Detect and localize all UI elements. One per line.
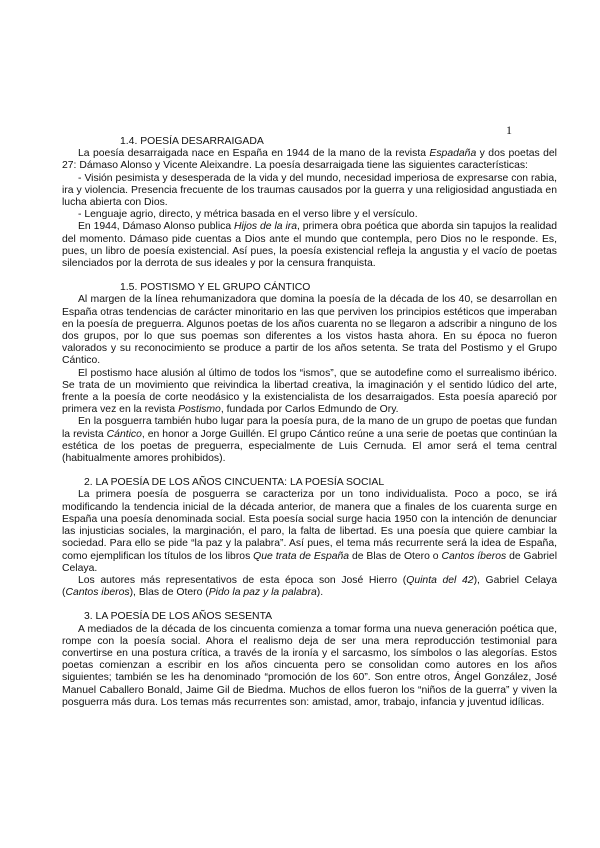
section-heading-postismo: 1.5. POSTISMO Y EL GRUPO CÁNTICO <box>120 282 311 294</box>
list-item <box>62 173 557 210</box>
text-run: - Lenguaje agrio, directo, y métrica basada en el verso libre y el versículo. <box>78 209 418 221</box>
document-body <box>62 136 557 709</box>
italic-title: Cantos íberos <box>441 550 507 562</box>
text-run: Los autores más representativos de esta época son José Hierro ( <box>78 574 407 586</box>
text-run: En la posguerra también hubo lugar para la poesía pura, de la mano de un grupo de poetas que fundan la revista <box>62 416 557 440</box>
section-heading-anos-sesenta: 3. LA POESÍA DE LOS AÑOS SESENTA <box>84 611 273 623</box>
italic-title: Postismo <box>178 404 221 416</box>
italic-title: Espadaña <box>429 148 477 160</box>
paragraph <box>62 575 557 599</box>
text-run: ). <box>316 587 324 599</box>
page-number: 1 <box>506 123 512 137</box>
text-run: de Blas de Otero o <box>349 550 442 562</box>
text-run: de Gabriel Celaya. <box>62 550 558 574</box>
text-run: Al margen de la línea rehumanizadora que domina la poesía de la década de los 40, se desarrollan en España otras tendencias de carácter minoritario en las que perviven los principios estéticos que imperaban en la poesía de preguerra. Algunos poetas de los años cuarenta no se llegaron a adscribir a ninguno de los dos grupos, por lo que sus poemas son diferentes a los vistos hasta ahora. En su época no fueron valorados y su reconocimiento se produce a partir de los años setenta. Se trata del Postismo y el Grupo Cántico. <box>62 294 557 367</box>
paragraph <box>62 221 557 270</box>
italic-title: Cántico <box>106 428 142 440</box>
text-run: , en honor a Jorge Guillén. El grupo Cántico reúne a una serie de poetas que continúan la estética de los poetas de preguerra, especialmente de Luis Cernuda. El amor será el tema central (habitualmente amores prohibidos). <box>62 428 557 465</box>
italic-title: Pido la paz y la palabra <box>208 587 317 599</box>
italic-title: Cantos iberos <box>65 587 130 599</box>
text-run: La poesía desarraigada nace en España en 1944 de la mano de la revista <box>78 148 430 160</box>
text-run: El postismo hace alusión al último de todos los “ismos”, que se autodefine como el surrealismo ibérico. Se trata de un movimiento que reivindica la libertad creativa, la imaginación y el sentido lúdico del arte, frente a la poesía de corte neodásico y la existencialista de los desarraigados. Esta poesía apareció por primera vez en la revista <box>62 367 557 416</box>
italic-title: Que trata de España <box>253 550 350 562</box>
section-heading-poesia-social: 2. LA POESÍA DE LOS AÑOS CINCUENTA: LA POESÍA SOCIAL <box>84 477 385 489</box>
text-run: y dos poetas del 27: Dámaso Alonso y Vicente Aleixandre. La poesía desarraigada tiene las siguientes características: <box>62 148 557 172</box>
paragraph <box>62 294 557 367</box>
text-run: - Visión pesimista y desesperada de la vida y del mundo, necesidad imperiosa de expresarse con rabia, ira y violencia. Presencia frecuente de los traumas causados por la guerra y una religiosidad angustiada en lucha abierta con Dios. <box>62 172 557 209</box>
text-run: , primera obra poética que aborda sin tapujos la realidad del momento. Dámaso pide cuentas a Dios ante el mundo que contempla, pero Dios no le responde. Es, pues, un libro de poesía existencial. Así pues, la poesía existencial refleja la angustia y el vacío de poetas silenciados por la derrota de sus ideales y por la censura franquista. <box>62 221 558 270</box>
paragraph <box>62 416 557 465</box>
paragraph <box>62 148 557 172</box>
paragraph <box>62 368 557 417</box>
text-run: ), Blas de Otero ( <box>129 587 209 599</box>
paragraph <box>62 624 557 709</box>
paragraph <box>62 489 557 574</box>
text-run: La primera poesía de posguerra se caracteriza por un tono individualista. Poco a poco, se irá modificando la tendencia inicial de la década anterior, de manera que a finales de los cuarenta surge en España una poesía denominada social. Esta poesía social surge hacia 1950 con la intención de denunciar las injusticias sociales, la marginación, el paro, la falta de libertad. Es una poesía que quiere cambiar la sociedad. Para ello se pide “la paz y la palabra”. Así pues, el tema más recurrente será la idea de España, como ejemplifican los títulos de los libros <box>62 489 557 562</box>
italic-title: Quinta del 42 <box>406 574 474 586</box>
text-run: ), Gabriel Celaya ( <box>62 574 557 599</box>
text-run: , fundada por Carlos Edmundo de Ory. <box>220 404 399 416</box>
text-run: A mediados de la década de los cincuenta comienza a tomar forma una nueva generación poética que, rompe con la poesía social. Ahora el realismo deja de ser una mera reproducción testimonial para convertirse en una postura crítica, a través de la ironía y el sarcasmo, los símbolos o las alegorías. Estos poetas comienzan a escribir en los años cincuenta pero se consolidan como autores en los años siguientes; también se les ha denominado “promoción de los 60”. Son entre otros, Ángel González, José Manuel Caballero Bonald, Jaime Gil de Biedma. Muchos de ellos fueron los “niños de la guerra” y viven la posguerra más dura. Los temas más recurrentes son: amistad, amor, trabajo, infancia y juventud idílicas. <box>62 623 557 708</box>
section-heading-poesia-desarraigada: 1.4. POESÍA DESARRAIGADA <box>120 136 264 147</box>
text-run: En 1944, Dámaso Alonso publica <box>78 221 235 233</box>
list-item <box>62 209 557 221</box>
italic-title: Hijos de la ira <box>234 221 297 233</box>
